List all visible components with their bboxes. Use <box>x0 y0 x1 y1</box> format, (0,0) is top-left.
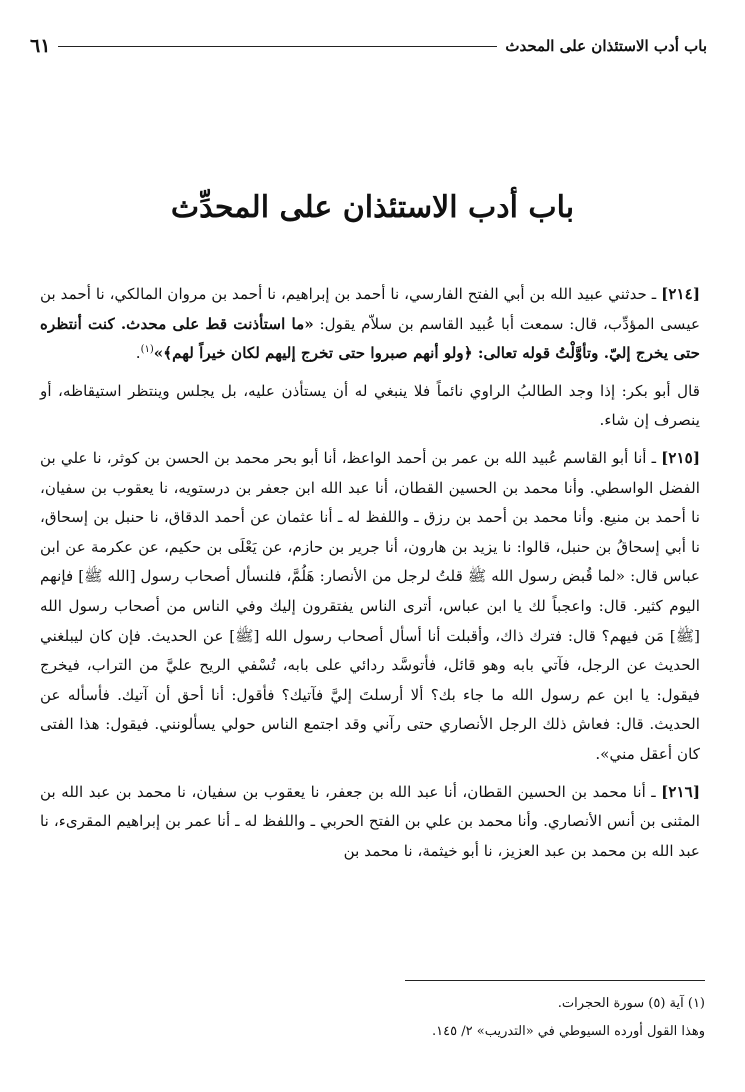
paragraph-215 <box>40 444 700 770</box>
paragraph-text: ـ أنا محمد بن الحسين القطان، أنا عبد الله بن جعفر، نا يعقوب بن سفيان، نا محمد بن عبد الله بن المثنى بن أنس الأنصاري. وأنا محمد بن علي بن الفتح الحربي ـ واللفظ له ـ أنا عمر بن إبراهيم المقرىء، نا عبد الله بن محمد بن عبد العزيز، نا أبو خيثمة، نا محمد بن <box>40 782 700 860</box>
paragraph-214 <box>40 280 700 369</box>
paragraph-text: ـ حدثني عبيد الله بن أبي الفتح الفارسي، نا أحمد بن إبراهيم، نا أحمد بن مروان المالكي، نا أحمد بن عيسى المؤدِّب، قال: سمعت أبا عُبيد القاسم بن سلاّم يقول: <box>40 285 701 333</box>
paragraph-comment <box>40 377 700 436</box>
body-text <box>40 280 700 874</box>
paragraph-text-end: . <box>135 344 141 363</box>
hadith-number: [٢١٦] <box>661 782 700 801</box>
footnote-ref: (١) <box>140 344 154 356</box>
hadith-number: [٢١٤] <box>661 285 700 303</box>
footnote-1: (١) آية (٥) سورة الحجرات. <box>557 996 705 1011</box>
chapter-title: باب أدب الاستئذان على المحدِّث <box>170 190 575 225</box>
running-header-title: باب أدب الاستئذان على المحدث <box>505 37 707 55</box>
paragraph-text: قال أبو بكر: إذا وجد الطالبُ الراوي نائماً فلا ينبغي له أن يستأذن عليه، بل يجلس وينتظر استيقاظه، أو ينصرف إن شاء. <box>40 381 700 430</box>
running-header <box>30 33 707 59</box>
paragraph-text: ـ أنا أبو القاسم عُبيد الله بن عمر بن أحمد الواعظ، أنا أبو بحر محمد بن الحسن بن كوثر، نا علي بن الفضل الواسطي. وأنا محمد بن الحسين القطان، أنا عبد الله ابن جعفر بن درستويه، نا يعقوب بن سفيان، نا أحمد بن منيع. وأنا محمد بن أحمد بن رزق ـ واللفظ له ـ أنا عثمان عن أحمد الدقاق، نا حنبل بن إسحاق، نا أبي إسحاقُ بن حنبل، قالوا: نا يزيد بن هارون، أنا جرير بن حازم، عن يَعْلَى بن حكيم، عن عكرمة عن ابن عباس قال: «لما قُبض رسول الله ﷺ قلتُ لرجل من الأنصار: هَلُمَّ، فلنسأل أصحاب رسول [الله ﷺ] فإنهم اليوم كثير. قال: واعجباً لك يا ابن عباس، أترى الناس يفتقرون إليك وفي الناس من أصحاب رسول الله [ﷺ] مَن فيهم؟ قال: فترك ذاك، وأقبلت أنا أسأل أصحاب رسول الله [ﷺ] عن الحديث. فإن كان ليبلغني الحديث عن الرجل، فآتي بابه وهو قائل، فأتوسَّد ردائي على بابه، تُسْفي الريح عليَّ من التراب، فيخرج فيقول: يا ابن عم رسول الله ما جاء بك؟ ألا أرسلتَ إليَّ فآتيك؟ فأقول: أنا أحق أن آتيك. فأسأله عن الحديث. قال: فعاش ذلك الرجل الأنصاري حتى رآني وقد اجتمع الناس حولي يسألونني. فيقول: هذا الفتى كان أعقل مني». <box>40 448 700 763</box>
quote-text: «ما استأذنت قط على محدث. كنت أنتظره حتى يخرج إليّ. وتأوَّلْتُ قوله تعالى: ﴿ولو أنهم صبروا حتى تخرج إليهم لكان خيراً لهم﴾» <box>40 314 700 363</box>
header-rule <box>58 46 497 47</box>
footnote-2: وهذا القول أورده السيوطي في «التدريب» ٢/ ١٤٥. <box>432 1024 705 1039</box>
page-number: ٦١ <box>30 35 51 57</box>
paragraph-216 <box>40 778 700 867</box>
footnote-rule <box>405 980 705 981</box>
footnotes <box>45 990 705 1046</box>
hadith-number: [٢١٥] <box>661 448 700 467</box>
